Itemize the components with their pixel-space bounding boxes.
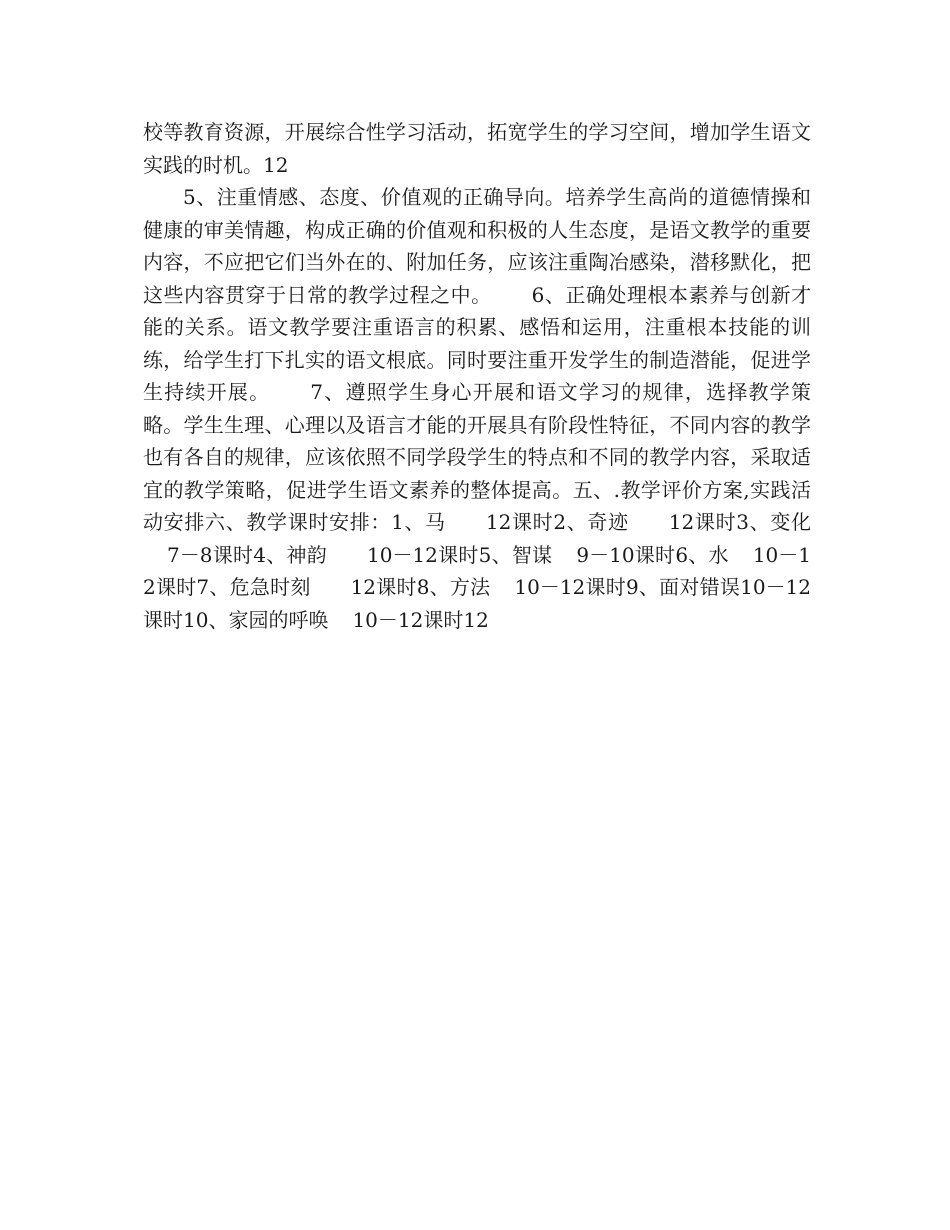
schedule-item: 10－12课时12	[352, 607, 489, 632]
paragraph-text: 校等教育资源，开展综合性学习活动，拓宽学生的学习空间，增加学生语文实践的时机。12	[143, 120, 811, 177]
schedule-item: 12课时8、方法	[350, 575, 491, 599]
schedule-item: 12课时3、变化	[668, 510, 811, 534]
schedule-item: 10－12课时9、面对错误10－12课时10、家园的呼唤	[143, 575, 811, 632]
paragraph-text: 5、注重情感、态度、价值观的正确导向。培养学生高尚的道德情操和健康的审美情趣，构成正确的价值观和积极的人生态度，是语文教学的重要内容，不应把它们当外在的、附加任务，应该注重陶冶感染，潜移默化，把这些内容贯穿于日常的教学过程之中。	[143, 185, 811, 307]
schedule-item: 12课时2、奇迹	[485, 510, 629, 534]
schedule-item: 10－12课时7、危急时刻	[143, 542, 811, 599]
paragraph-text: 6、正确处理根本素养与创新才能的关系。语文教学要注重语言的积累、感悟和运用，注重根本技能的训练，给学生打下扎实的语文根底。同时要注重开发学生的制造潜能，促进学生持续开展。	[143, 282, 811, 404]
schedule-item: 10－12课时5、智谋	[366, 542, 553, 567]
schedule-item: 9－10课时6、水	[576, 542, 729, 567]
paragraph	[143, 116, 811, 181]
document-body	[143, 116, 811, 636]
schedule-item: 7－8课时4、神韵	[167, 542, 327, 567]
paragraph-text: 7、遵照学生身心开展和语文学习的规律，选择教学策略。学生生理、心理以及语言才能的开展具有阶段性特征，不同内容的教学也有各自的规律，应该依照不同学段学生的特点和不同的教学内容，采取适宜的教学策略，促进学生语文素养的整体提高。五、.教学评价方案,实践活动安排六、教学课时安排：1、马	[143, 380, 811, 534]
paragraph	[143, 181, 811, 636]
